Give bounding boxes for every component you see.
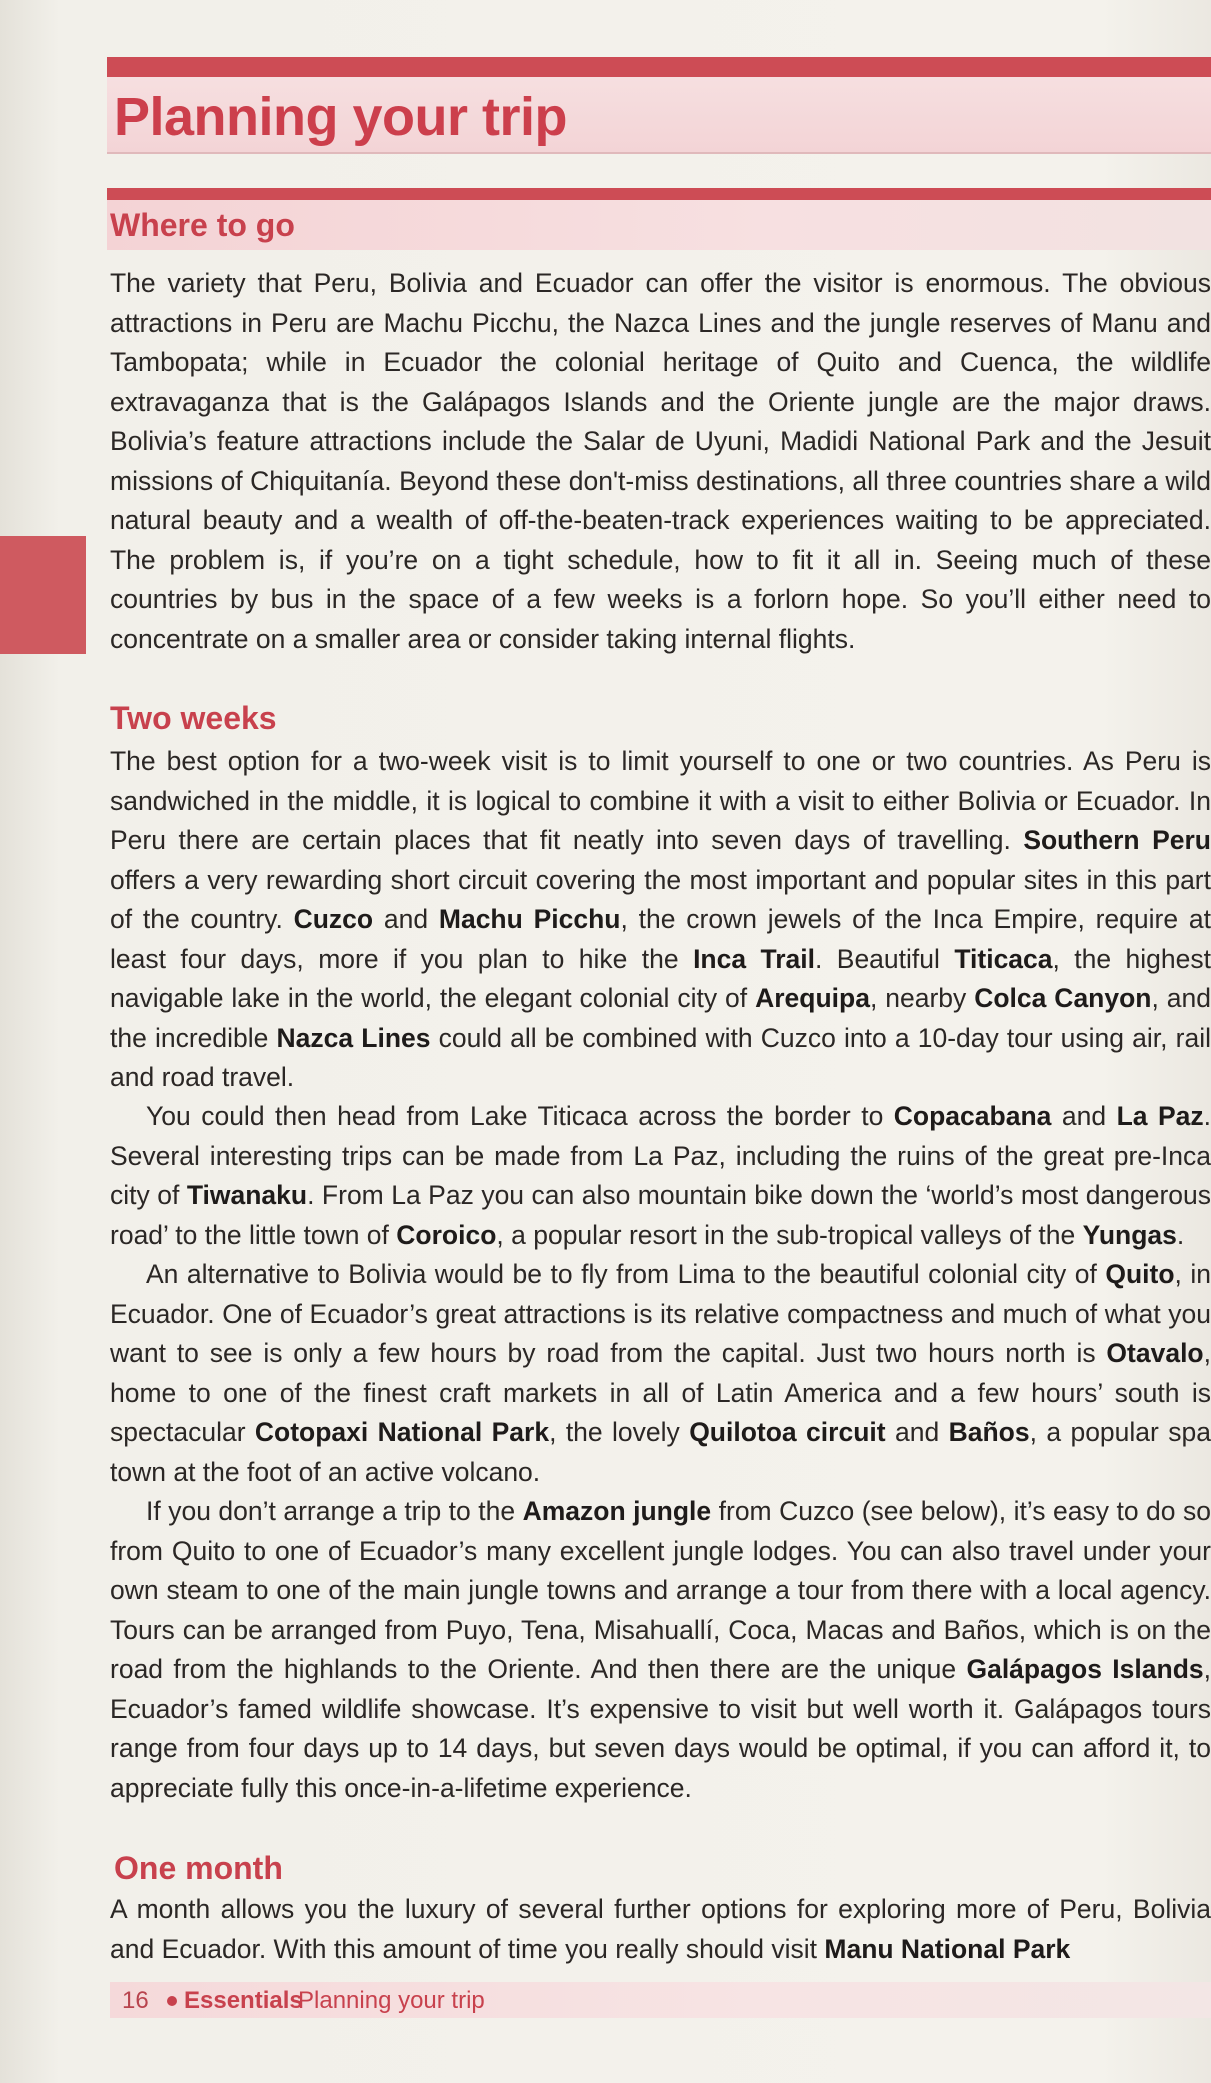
page-number: 16: [122, 1987, 149, 2014]
place-galapagos: Galápagos Islands: [966, 1654, 1204, 1684]
place-amazon-jungle: Amazon jungle: [522, 1496, 712, 1526]
footer-page-title: Planning your trip: [298, 1987, 485, 2014]
paragraph-two-weeks-3: An alternative to Bolivia would be to fly from Lima to the beautiful colonial city of Quito, in Ecuador. One of Ecuador’s great attractions is its relative compactness and much of what you want to see is only a few hours by road from the capital. Just two hours north is Otavalo, home to one of the finest craft markets in all of Latin America and a few hours’ south is spectacular Cotopaxi National Park, the lovely Quilotoa circuit and Baños, a popular spa town at the foot of an active volcano.: [110, 1259, 1211, 1487]
place-coroico: Coroico: [396, 1219, 497, 1250]
paragraph-where-to-go: The variety that Peru, Bolivia and Ecuador can offer the visitor is enormous. The obvious attractions in Peru are Machu Picchu, the Nazca Lines and the jungle reserves of Manu and Tambopata; while in Ecuador the colonial heritage of Quito and Cuenca, the wildlife extravaganza that is the Galápagos Islands and the Oriente jungle are the major draws. Bolivia’s feature attractions include the Salar de Uyuni, Madidi National Park and the Jesuit missions of Chiquitanía. Beyond these don't-miss destinations, all three countries share a wild natural beauty and a wealth of off-the-beaten-track experiences waiting to be appreciated. The problem is, if you’re on a tight schedule, how to fit it all in. Seeing much of these countries by bus in the space of a few weeks is a forlorn hope. So you’ll either need to concentrate on a smaller area or consider taking internal flights.: [110, 268, 1211, 654]
place-quito: Quito: [1105, 1259, 1175, 1289]
paragraph-one-month: A month allows you the luxury of several further options for exploring more of Peru, Bolivia and Ecuador. With this amount of time you really should visit Manu National Park: [110, 1894, 1211, 1964]
place-la-paz: La Paz: [1116, 1101, 1204, 1131]
paragraph-two-weeks-1: The best option for a two-week visit is to limit yourself to one or two countries. As Peru is sandwiched in the middle, it is logical to combine it with a visit to either Bolivia or Ecuador. In Peru there are certain places that fit neatly into seven days of travelling. Southern Peru offers a very rewarding short circuit covering the most important and popular sites in this part of the country. Cuzco and Machu Picchu, the crown jewels of the Inca Empire, require at least four days, more if you plan to hike the Inca Trail. Beautiful Titicaca, the highest navigable lake in the world, the elegant colonial city of Arequipa, nearby Colca Canyon, and the incredible Nazca Lines could all be combined with Cuzco into a 10-day tour using air, rail and road travel.: [110, 746, 1211, 1092]
place-southern-peru: Southern Peru: [1023, 825, 1211, 855]
title-rule: [107, 57, 1211, 77]
chapter-thumb-tab: [0, 536, 86, 654]
place-cotopaxi: Cotopaxi National Park: [254, 1417, 550, 1447]
place-arequipa: Arequipa: [755, 983, 870, 1013]
place-inca-trail: Inca Trail: [693, 943, 815, 974]
place-cuzco: Cuzco: [293, 904, 374, 934]
bullet-dot-icon: [167, 1996, 177, 2006]
place-manu: Manu National Park: [824, 1933, 1071, 1964]
place-titicaca: Titicaca: [954, 943, 1053, 974]
footer-section: Essentials: [184, 1987, 303, 2014]
place-colca-canyon: Colca Canyon: [974, 983, 1152, 1013]
place-tiwanaku: Tiwanaku: [186, 1180, 308, 1210]
place-machu-picchu: Machu Picchu: [438, 904, 621, 934]
place-yungas: Yungas: [1082, 1219, 1177, 1250]
paragraph-two-weeks-2: You could then head from Lake Titicaca across the border to Copacabana and La Paz. Several interesting trips can be made from La Paz, including the ruins of the great pre-Inca city of Tiwanaku. From La Paz you can also mountain bike down the ‘world’s most dangerous road’ to the little town of Coroico, a popular resort in the sub-tropical valleys of the Yungas.: [110, 1101, 1211, 1250]
place-copacabana: Copacabana: [893, 1101, 1052, 1131]
place-quilotoa: Quilotoa circuit: [689, 1417, 886, 1447]
place-otavalo: Otavalo: [1106, 1338, 1204, 1368]
place-nazca-lines: Nazca Lines: [276, 1022, 431, 1053]
running-footer: [110, 1982, 1211, 2018]
heading-where-to-go: Where to go: [110, 207, 295, 243]
section-rule: [107, 188, 1211, 200]
place-banos: Baños: [948, 1417, 1030, 1447]
page-title: Planning your trip: [114, 87, 568, 147]
heading-two-weeks: Two weeks: [110, 700, 277, 736]
paragraph-two-weeks-4: If you don’t arrange a trip to the Amazon jungle from Cuzco (see below), it’s easy to do so from Quito to one of Ecuador’s many excellent jungle lodges. You can also travel under your own steam to one of the main jungle towns and arrange a tour from there with a local agency. Tours can be arranged from Puyo, Tena, Misahuallí, Coca, Macas and Baños, which is on the road from the highlands to the Oriente. And then there are the unique Galápagos Islands, Ecuador’s famed wildlife showcase. It’s expensive to visit but well worth it. Galápagos tours range from four days up to 14 days, but seven days would be optimal, if you can afford it, to appreciate fully this once-in-a-lifetime experience.: [110, 1496, 1211, 1803]
heading-one-month: One month: [114, 1850, 283, 1886]
